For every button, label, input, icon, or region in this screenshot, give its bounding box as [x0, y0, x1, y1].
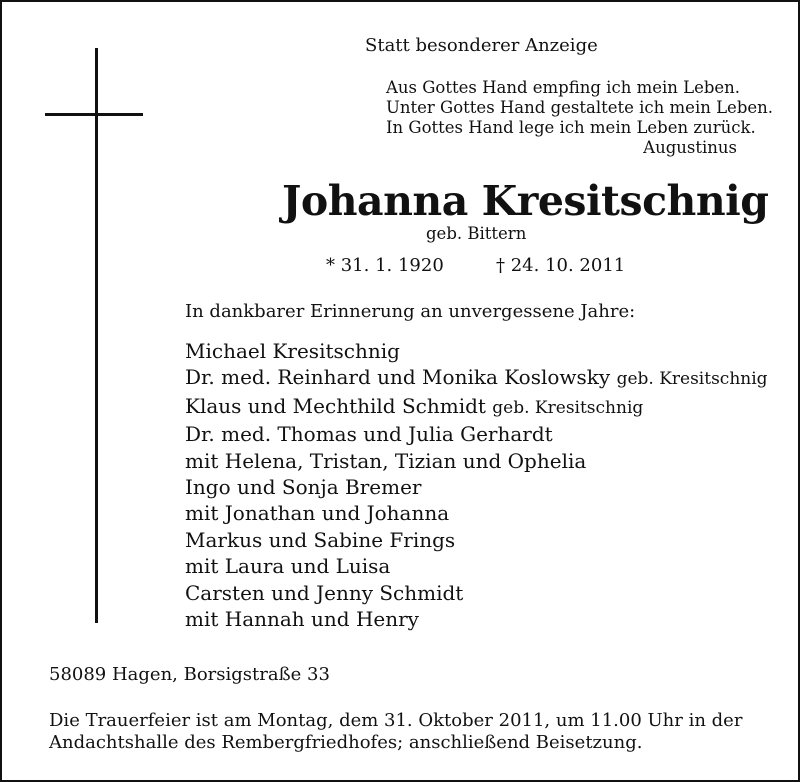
quote-author: Augustinus	[643, 138, 737, 157]
quote-line: In Gottes Hand lege ich mein Leben zurück.	[386, 118, 756, 137]
family-member	[185, 448, 768, 474]
family-member-name: Markus und Sabine Frings	[185, 527, 456, 552]
family-member-name: mit Jonathan und Johanna	[185, 501, 450, 526]
cross-vertical-bar	[95, 48, 98, 623]
family-member-name: mit Helena, Tristan, Tizian und Ophelia	[185, 448, 587, 473]
family-member	[185, 393, 768, 421]
family-member	[185, 500, 768, 526]
family-member-name: Ingo und Sonja Bremer	[185, 475, 422, 500]
birth-date: * 31. 1. 1920	[326, 255, 444, 276]
family-member-name: mit Laura und Luisa	[185, 554, 391, 579]
address: 58089 Hagen, Borsigstraße 33	[49, 664, 330, 685]
family-member-name: Klaus und Mechthild Schmidt	[185, 393, 486, 418]
cross-horizontal-bar	[45, 113, 143, 116]
family-member	[185, 338, 768, 364]
quote-line: Unter Gottes Hand gestaltete ich mein Leben.	[386, 98, 774, 117]
family-member-name: Dr. med. Thomas und Julia Gerhardt	[185, 422, 553, 447]
family-member	[185, 421, 768, 447]
family-member-name: mit Hannah und Henry	[185, 607, 419, 632]
ceremony-details	[49, 710, 742, 754]
family-member-name: Dr. med. Reinhard und Monika Koslowsky	[185, 365, 611, 390]
family-member	[185, 474, 768, 500]
family-member-maiden-name: geb. Kresitschnig	[616, 369, 768, 390]
quote-block	[386, 78, 774, 158]
remembrance-intro: In dankbarer Erinnerung an unvergessene Jahre:	[185, 301, 636, 322]
ceremony-line: Andachtshalle des Rembergfriedhofes; anschließend Beisetzung.	[49, 732, 643, 753]
deceased-name: Johanna Kresitschnig	[282, 177, 769, 225]
family-member	[185, 527, 768, 553]
family-member	[185, 580, 768, 606]
family-member	[185, 364, 768, 392]
header-note: Statt besonderer Anzeige	[365, 35, 598, 56]
death-date: † 24. 10. 2011	[496, 255, 626, 276]
ceremony-line: Die Trauerfeier ist am Montag, dem 31. Oktober 2011, um 11.00 Uhr in der	[49, 710, 743, 731]
family-member	[185, 606, 768, 632]
family-member	[185, 553, 768, 579]
quote-line: Aus Gottes Hand empfing ich mein Leben.	[386, 78, 741, 97]
maiden-name: geb. Bittern	[426, 224, 527, 243]
family-list	[185, 338, 768, 632]
family-member-name: Michael Kresitschnig	[185, 339, 400, 363]
family-member-name: Carsten und Jenny Schmidt	[185, 580, 464, 605]
family-member-maiden-name: geb. Kresitschnig	[492, 397, 644, 418]
